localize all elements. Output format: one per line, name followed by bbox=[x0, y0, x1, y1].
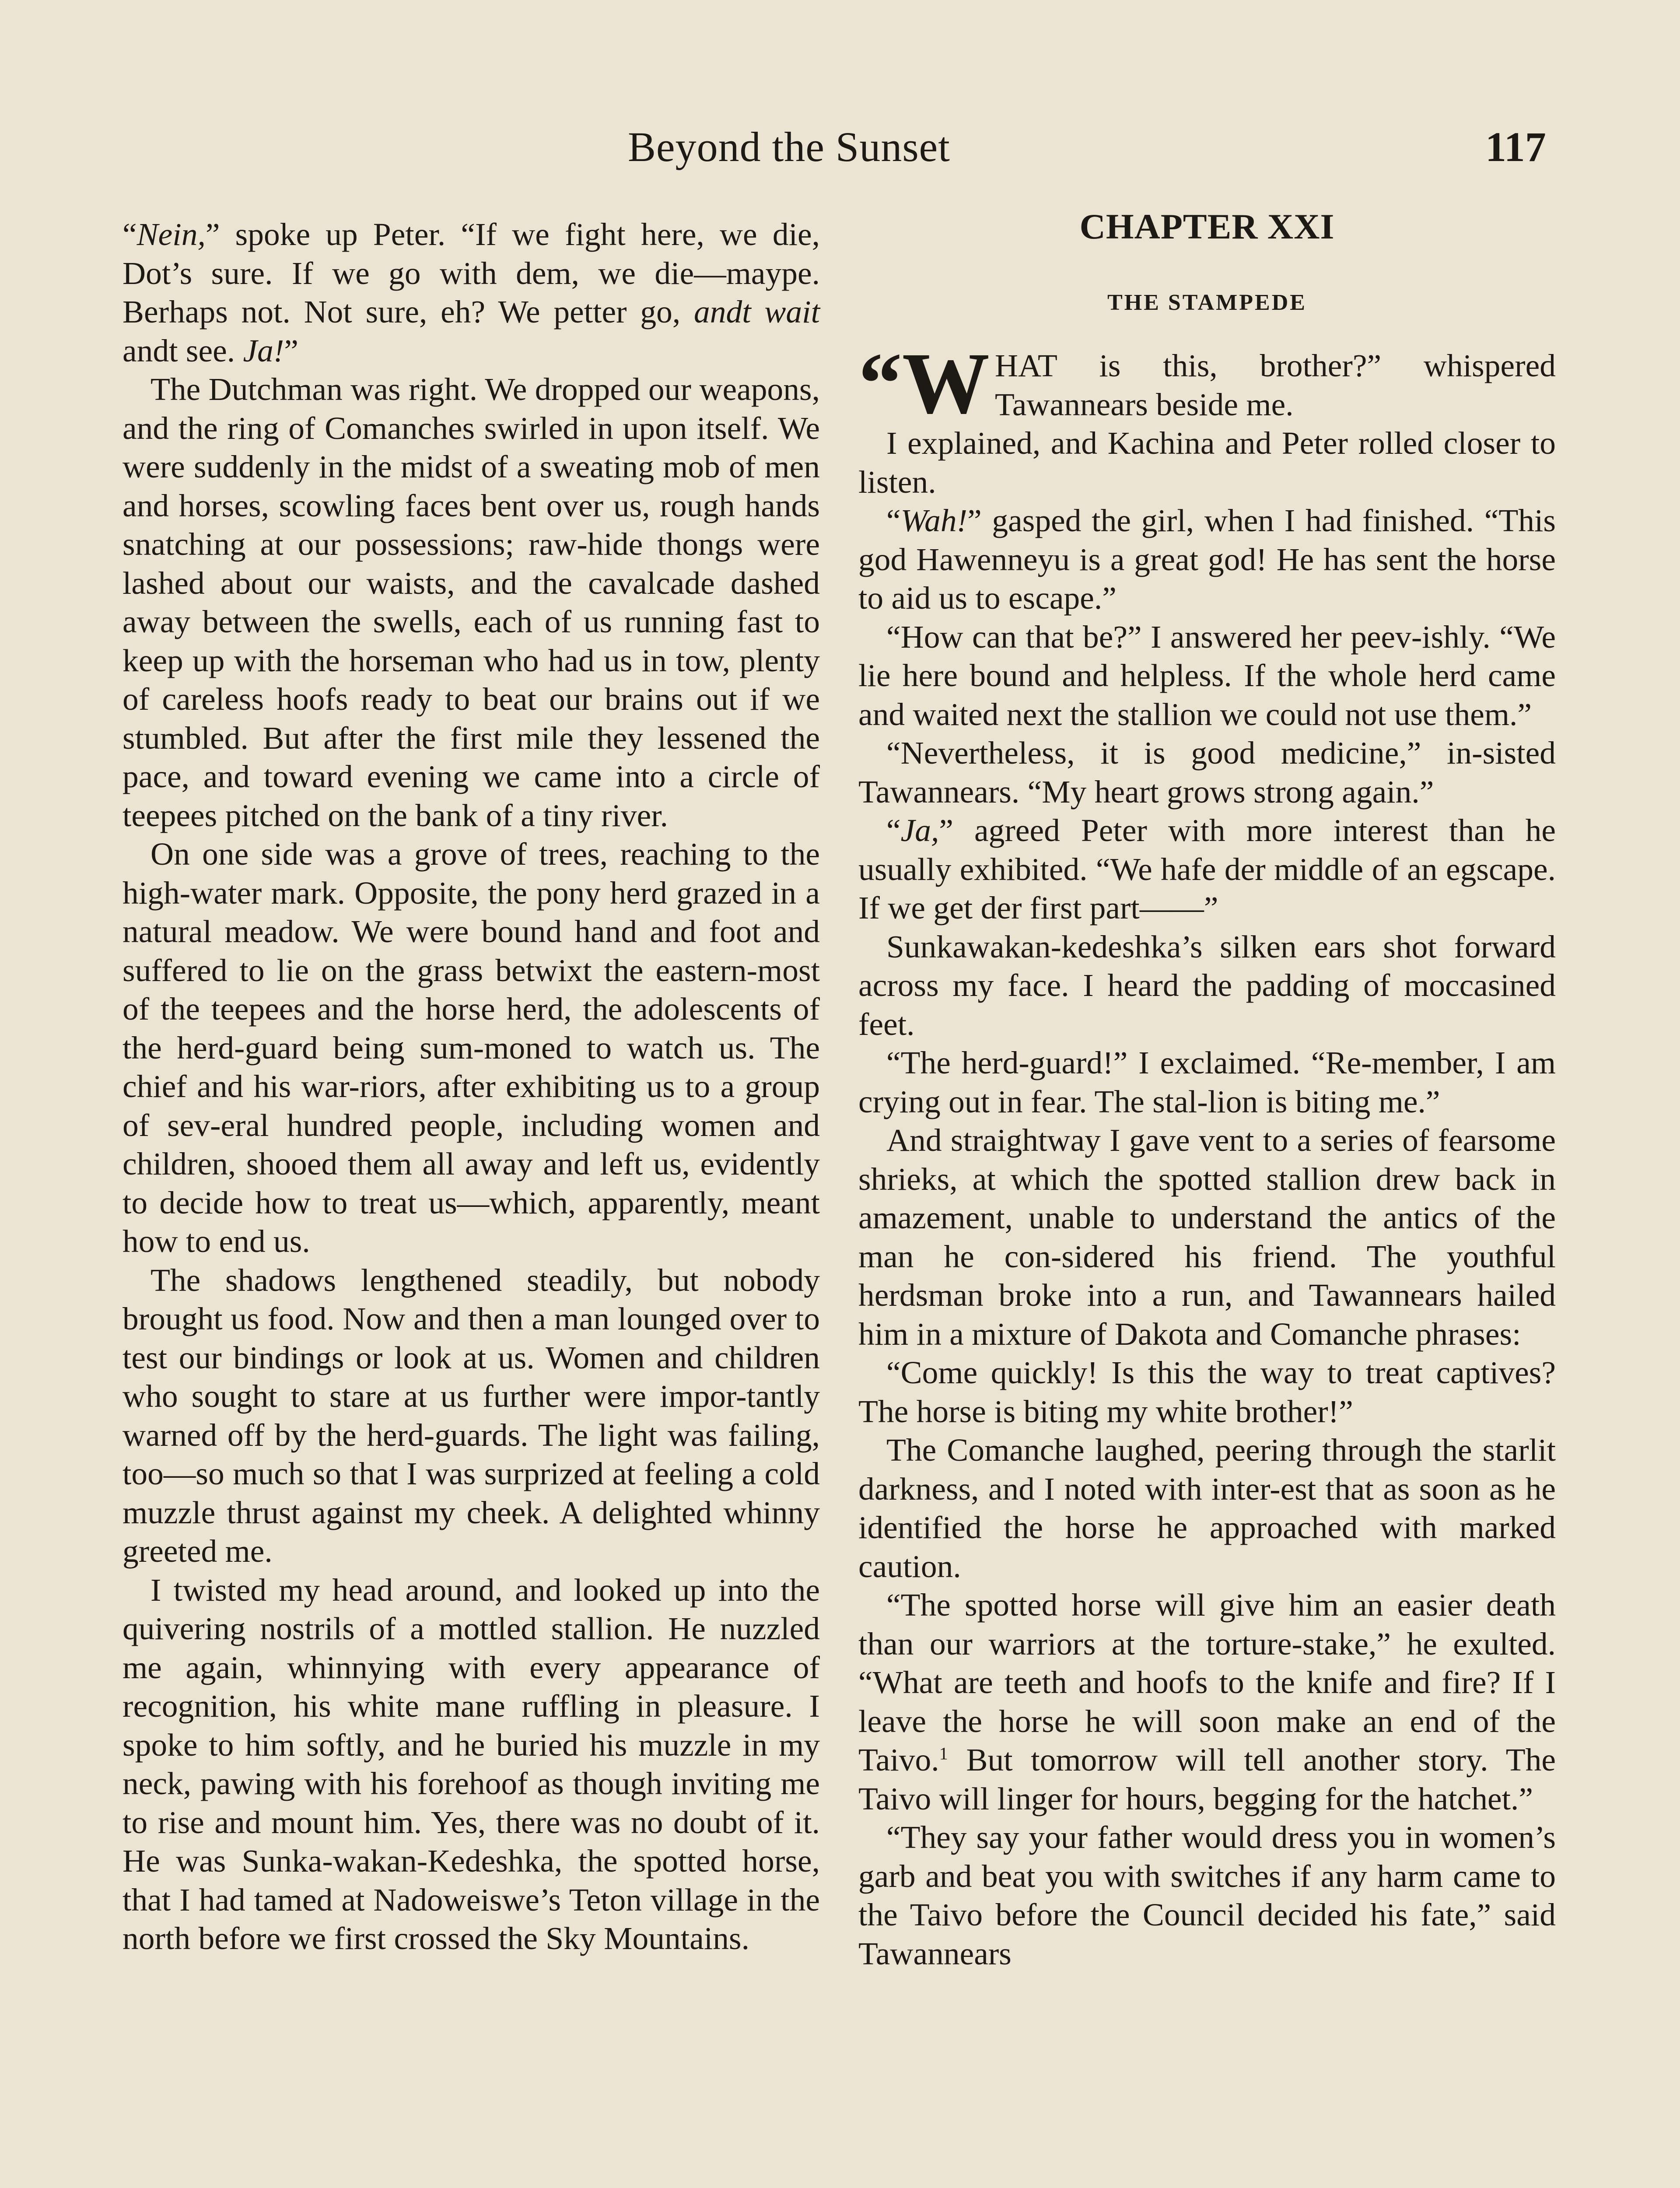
drop-cap: “W bbox=[858, 335, 990, 432]
paragraph: “The herd-guard!” I exclaimed. “Re-member, I am crying out in fear. The stal-lion is biting me.” bbox=[858, 1045, 1556, 1119]
page-number: 117 bbox=[1485, 123, 1546, 170]
paragraph: “They say your father would dress you in women’s garb and beat you with switches if any harm came to the Taivo before the Council decided his fate,” said Tawannears bbox=[858, 1820, 1556, 1971]
paragraph: “Wah!” gasped the girl, when I had finished. “This god Hawenneyu is a great god! He has sent the horse to aid us to escape.” bbox=[858, 503, 1556, 616]
right-column bbox=[858, 207, 1556, 1973]
paragraph: “The spotted horse will give him an easier death than our warriors at the torture-stake,” he exulted. “What are teeth and hoofs to the knife and fire? If I leave the horse he will soon make an end of the Taivo.$^1$ But tomorrow will tell another story. The Taivo will linger for hours, begging for the hatchet.” bbox=[858, 1587, 1556, 1816]
paragraph: I explained, and Kachina and Peter rolled closer to listen. bbox=[858, 425, 1556, 500]
paragraph: “How can that be?” I answered her peev-ishly. “We lie here bound and helpless. If the whole herd came and waited next the stallion we could not use them.” bbox=[858, 619, 1556, 732]
paragraph: On one side was a grove of trees, reaching to the high-water mark. Opposite, the pony herd grazed in a natural meadow. We were bound hand and foot and suffered to lie on the grass betwixt the eastern-most of the teepees and the horse herd, the adolescents of the herd-guard being sum-moned to watch us. The chief and his war-riors, after exhibiting us to a group of sev-eral hundred people, including women and children, shooed them all away and left us, evidently to decide how to treat us—which, apparently, meant how to end us. bbox=[122, 836, 820, 1259]
paragraph: The shadows lengthened steadily, but nobody brought us food. Now and then a man lounged over to test our bindings or look at us. Women and children who sought to stare at us further were impor-tantly warned off by the herd-guards. The light was failing, too—so much so that I was surprized at feeling a cold muzzle thrust against my cheek. A delighted whinny greeted me. bbox=[122, 1262, 820, 1569]
running-head: Beyond the Sunset bbox=[628, 123, 950, 170]
chapter-title: CHAPTER XXI bbox=[1079, 207, 1335, 246]
paragraph: “Nevertheless, it is good medicine,” in-sisted Tawannears. “My heart grows strong again.” bbox=[858, 735, 1556, 810]
footnote-ref: 1 bbox=[939, 1743, 948, 1764]
paragraph: I twisted my head around, and looked up into the quivering nostrils of a mottled stallion. He nuzzled me again, whinnying with every appearance of recognition, his white mane ruffling in pleasure. I spoke to him softly, and he buried his muzzle in my neck, pawing with his forehoof as though inviting me to rise and mount him. Yes, there was no doubt of it. He was Sunka-wakan-Kedeshka, the spotted horse, that I had tamed at Nadoweiswe’s Teton village in the north before we first crossed the Sky Mountains. bbox=[122, 1572, 820, 1956]
paragraph: “Nein,” spoke up Peter. “If we fight here, we die, Dot’s sure. If we go with dem, we die—maype. Berhaps not. Not sure, eh? We petter go, andt wait andt see. Ja!” bbox=[122, 217, 820, 368]
paragraph: “W HAT is this, brother?” whispered Tawannears beside me. bbox=[858, 335, 1556, 432]
paragraph: “Come quickly! Is this the way to treat captives? The horse is biting my white brother!” bbox=[858, 1355, 1556, 1429]
paragraph: The Comanche laughed, peering through the starlit darkness, and I noted with inter-est that as soon as he identified the horse he approached with marked caution. bbox=[858, 1432, 1556, 1584]
paragraph: “Ja,” agreed Peter with more interest than he usually exhibited. “We hafe der middle of an egscape. If we get der first part——” bbox=[858, 813, 1556, 926]
paragraph: And straightway I gave vent to a series of fearsome shrieks, at which the spotted stallion drew back in amazement, unable to understand the antics of the man he con-sidered his friend. The youthful herdsman broke into a run, and Tawannears hailed him in a mixture of Dakota and Comanche phrases: bbox=[858, 1122, 1556, 1352]
paragraph: The Dutchman was right. We dropped our weapons, and the ring of Comanches swirled in upon itself. We were suddenly in the midst of a sweating mob of men and horses, scowling faces bent over us, rough hands snatching at our possessions; raw-hide thongs were lashed about our waists, and the cavalcade dashed away between the swells, each of us running fast to keep up with the horseman who had us in tow, plenty of careless hoofs ready to beat our brains out if we stumbled. But after the first mile they lessened the pace, and toward evening we came into a circle of teepees pitched on the bank of a tiny river. bbox=[122, 372, 820, 833]
chapter-subtitle: THE STAMPEDE bbox=[1107, 290, 1307, 315]
left-column bbox=[122, 215, 820, 1958]
paragraph: Sunkawakan-kedeshka’s silken ears shot forward across my face. I heard the padding of moccasined feet. bbox=[858, 929, 1556, 1042]
